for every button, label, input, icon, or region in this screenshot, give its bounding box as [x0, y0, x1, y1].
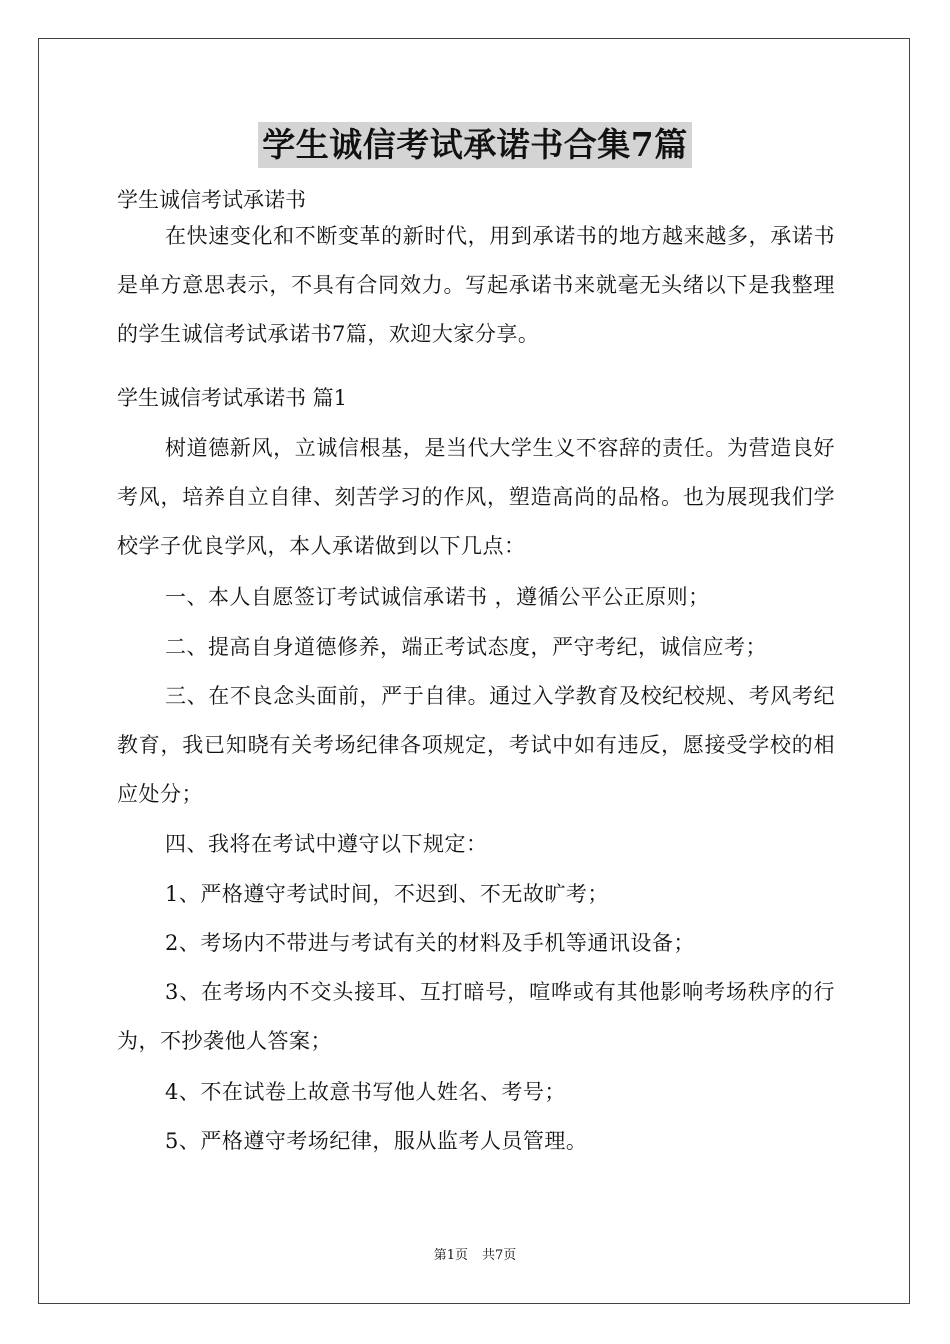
body-paragraph: 树道德新风，立诚信根基，是当代大学生义不容辞的责任。为营造良好考风，培养自立自律、刻苦学习的作风，塑造高尚的品格。也为展现我们学校学子优良学风，本人承诺做到以下几点：	[117, 436, 835, 558]
document-subtitle: 学生诚信考试承诺书	[117, 188, 306, 212]
body-paragraph: 5、严格遵守考场纪律，服从监考人员管理。	[165, 1129, 588, 1153]
body-paragraph: 二、提高自身道德修养，端正考试态度，严守考纪，诚信应考；	[165, 635, 767, 659]
page-number: 第1页	[433, 1248, 468, 1263]
body-paragraph: 四、我将在考试中遵守以下规定：	[165, 832, 488, 856]
body-paragraph: 1、严格遵守考试时间，不迟到、不无故旷考；	[165, 882, 609, 906]
body-paragraph: 一、本人自愿签订考试诚信承诺书 ，遵循公平公正原则；	[165, 585, 710, 609]
section-heading: 学生诚信考试承诺书 篇1	[117, 386, 348, 410]
intro-paragraph: 在快速变化和不断变革的新时代，用到承诺书的地方越来越多，承诺书是单方意思表示，不具有合同效力。写起承诺书来就毫无头绪以下是我整理的学生诚信考试承诺书7篇，欢迎大家分享。	[117, 224, 835, 346]
page-total: 共7页	[482, 1248, 517, 1263]
document-title: 学生诚信考试承诺书合集7篇	[258, 122, 691, 168]
title-container	[0, 122, 950, 168]
body-paragraph: 三、在不良念头面前，严于自律。通过入学教育及校纪校规、考风考纪教育，我已知晓有关考场纪律各项规定，考试中如有违反，愿接受学校的相应处分；	[117, 684, 835, 806]
body-paragraph: 4、不在试卷上故意书写他人姓名、考号；	[165, 1080, 566, 1104]
page-footer	[0, 1246, 950, 1266]
body-paragraph: 3、在考场内不交头接耳、互打暗号，喧哗或有其他影响考场秩序的行为，不抄袭他人答案；	[117, 980, 835, 1053]
body-paragraph: 2、考场内不带进与考试有关的材料及手机等通讯设备；	[165, 931, 695, 955]
